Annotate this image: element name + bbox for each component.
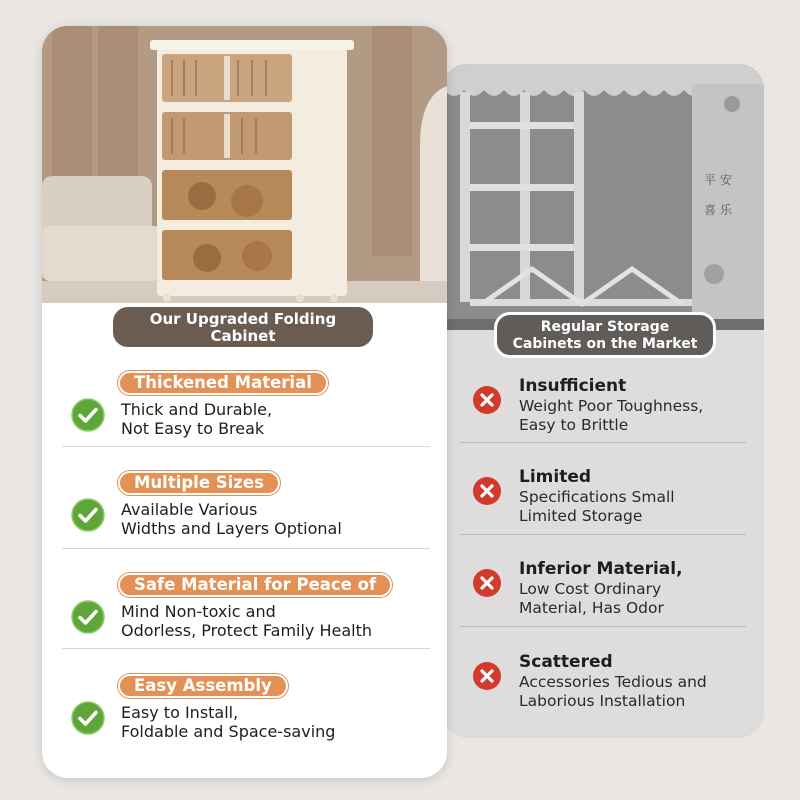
market-title-badge <box>494 312 716 358</box>
cross-icon <box>472 385 502 415</box>
drawback-heading: Insufficient <box>519 376 627 396</box>
divider <box>62 548 430 549</box>
feature-line: Easy to Install, <box>121 703 239 722</box>
divider <box>460 626 746 627</box>
drawback-line: Easy to Brittle <box>519 416 629 434</box>
our-title-line2: Cabinet <box>210 327 276 345</box>
drawback-line: Weight Poor Toughness, <box>519 397 704 415</box>
drawback-line: Laborious Installation <box>519 692 686 710</box>
market-title-line2: Cabinets on the Market <box>512 336 698 352</box>
feature-pill: Multiple Sizes <box>118 471 280 495</box>
folding-cabinet-photo <box>42 26 447 303</box>
our-title-badge <box>110 304 376 350</box>
our-product-card <box>42 26 447 778</box>
drawback-heading: Scattered <box>519 652 613 672</box>
drawback-heading: Limited <box>519 467 592 487</box>
feature-description <box>121 400 272 438</box>
check-icon <box>70 497 106 533</box>
divider <box>62 648 430 649</box>
cross-icon <box>472 568 502 598</box>
drawback-line: Limited Storage <box>519 507 643 525</box>
drawback-description <box>519 580 664 618</box>
feature-line: Mind Non-toxic and <box>121 602 276 621</box>
divider <box>460 442 746 443</box>
our-title-line1: Our Upgraded Folding <box>149 310 337 328</box>
drawback-line: Low Cost Ordinary <box>519 580 662 598</box>
feature-description <box>121 703 335 741</box>
feature-line: Foldable and Space-saving <box>121 722 336 741</box>
check-icon <box>70 397 106 433</box>
feature-description <box>121 602 372 640</box>
feature-line: Widths and Layers Optional <box>121 519 342 538</box>
market-comparison-card <box>442 64 764 738</box>
feature-line: Not Easy to Break <box>121 419 265 438</box>
feature-line: Odorless, Protect Family Health <box>121 621 373 640</box>
feature-line: Thick and Durable, <box>121 400 273 419</box>
drawback-description <box>519 488 675 526</box>
cross-icon <box>472 661 502 691</box>
divider <box>460 534 746 535</box>
check-icon <box>70 599 106 635</box>
drawback-line: Accessories Tedious and <box>519 673 707 691</box>
feature-pill: Thickened Material <box>118 371 328 395</box>
feature-pill: Easy Assembly <box>118 674 288 698</box>
cross-icon <box>472 476 502 506</box>
drawback-description <box>519 673 707 711</box>
feature-pill: Safe Material for Peace of <box>118 573 392 597</box>
drawback-heading: Inferior Material, <box>519 559 683 579</box>
market-title-line1: Regular Storage <box>540 319 670 335</box>
svg-text:平 安: 平 安 <box>704 173 732 187</box>
regular-cabinet-photo <box>442 64 764 330</box>
feature-line: Available Various <box>121 500 258 519</box>
svg-text:喜 乐: 喜 乐 <box>704 203 732 217</box>
drawback-line: Specifications Small <box>519 488 675 506</box>
feature-description <box>121 500 342 538</box>
drawback-description <box>519 397 703 435</box>
divider <box>62 446 430 447</box>
check-icon <box>70 700 106 736</box>
drawback-line: Material, Has Odor <box>519 599 664 617</box>
